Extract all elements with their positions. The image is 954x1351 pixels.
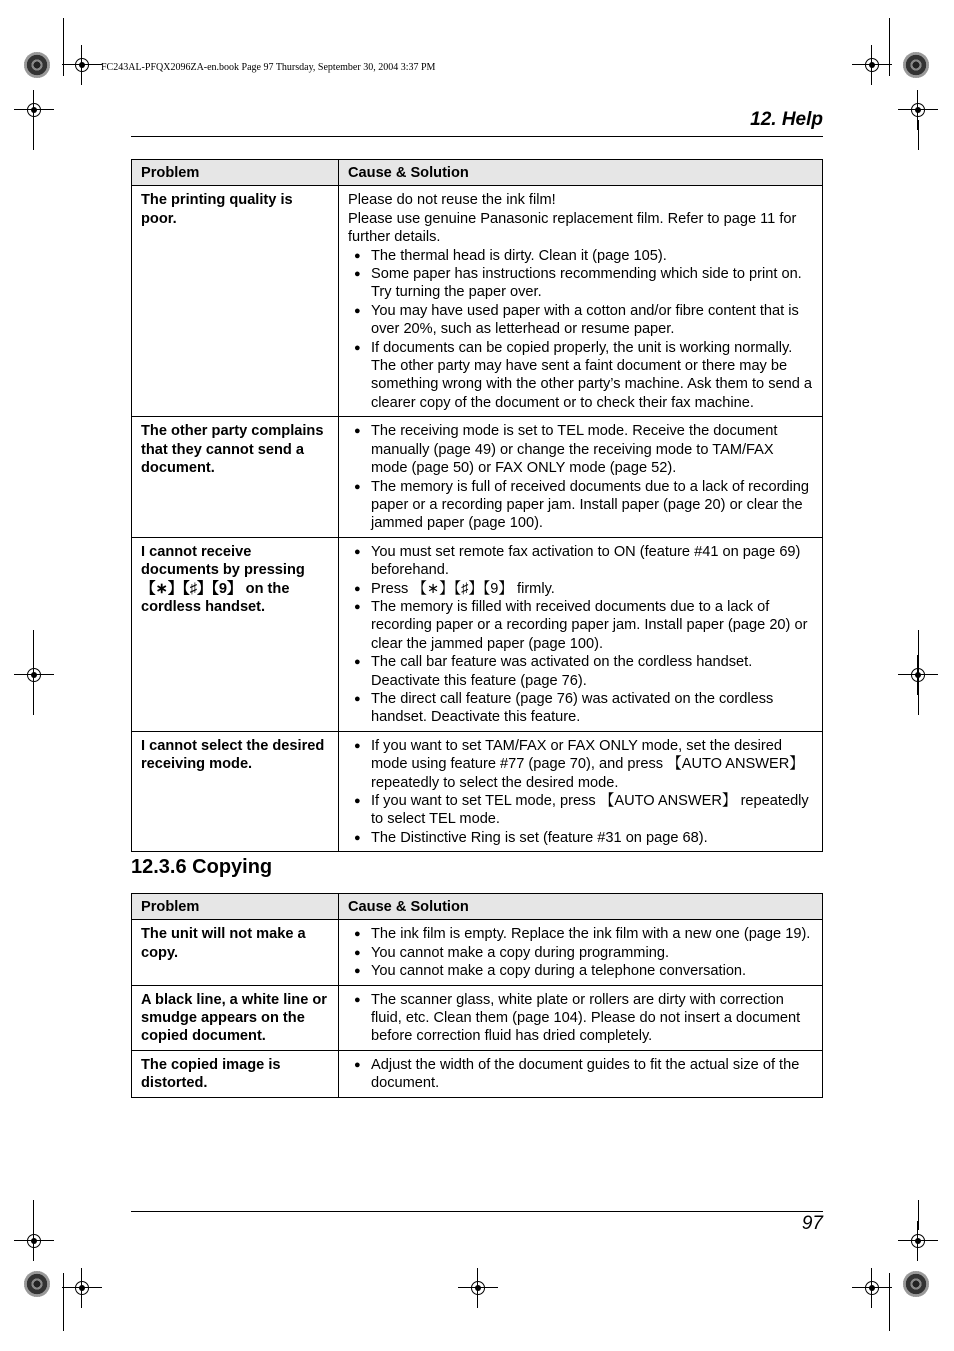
crosshair-mark (458, 1268, 498, 1308)
table-row (132, 417, 823, 537)
problem-cell: A black line, a white line or smudge appears on the copied document. (132, 985, 339, 1050)
crop-mark (33, 630, 34, 715)
page-number: 97 (801, 1213, 823, 1234)
crop-mark (918, 120, 919, 150)
solution-cell (339, 537, 823, 731)
crosshair-mark (852, 45, 892, 85)
solution-bullet: ● You must set remote fax activation to ON (feature #41 on page 69) beforehand. (348, 543, 814, 580)
solution-cell (339, 417, 823, 537)
solution-bullet: ● The receiving mode is set to TEL mode. Receive the document manually (page 49) or change the receiving mode to TAM/FAX mode (page 50) or FAX ONLY mode (page 52). (348, 422, 814, 477)
problem-cell: The unit will not make a copy. (132, 920, 339, 985)
problem-cell: The copied image is distorted. (132, 1050, 339, 1097)
header-rule (131, 136, 823, 137)
solution-intro-text: Please use genuine Panasonic replacement film. Refer to page 11 for further details. (348, 210, 797, 246)
table-row (132, 731, 823, 851)
crop-mark (63, 1273, 64, 1331)
crosshair-mark (62, 45, 102, 85)
solution-cell (339, 186, 823, 417)
solution-column-header: Cause & Solution (339, 894, 823, 920)
problem-cell: The printing quality is poor. (132, 186, 339, 417)
problem-cell: I cannot receive documents by pressing 【∗】【♯】【9】 on the cordless handset. (132, 537, 339, 731)
solution-cell (339, 731, 823, 851)
table-row (132, 537, 823, 731)
registration-disc-mark (24, 1271, 50, 1297)
solution-bullet: ● You cannot make a copy during a telephone conversation. (348, 962, 814, 980)
registration-disc-mark (903, 1271, 929, 1297)
solution-bullet: ● The direct call feature (page 76) was activated on the cordless handset. Deactivate this feature. (348, 690, 814, 727)
solution-column-header: Cause & Solution (339, 160, 823, 186)
solution-bullet: ● The memory is full of received documents due to a lack of recording paper or a recording paper jam. Install paper (page 20) or clear the jammed paper (page 100). (348, 478, 814, 533)
table-row (132, 186, 823, 417)
table-row (132, 920, 823, 985)
crosshair-mark (14, 1221, 54, 1261)
solution-cell (339, 920, 823, 985)
crosshair-mark (14, 90, 54, 130)
solution-bullet: ● You cannot make a copy during programming. (348, 944, 814, 962)
crosshair-mark (852, 1268, 892, 1308)
crop-mark (33, 1200, 34, 1230)
solution-bullet: ● The Distinctive Ring is set (feature #31 on page 68). (348, 829, 814, 847)
solution-bullet: ● The thermal head is dirty. Clean it (page 105). (348, 247, 814, 265)
page-header-title: 12. Help (750, 109, 823, 130)
crosshair-mark (62, 1268, 102, 1308)
table-header-row (132, 160, 823, 186)
solution-bullet: ● The scanner glass, white plate or rollers are dirty with correction fluid, etc. Clean them (page 104). Please do not insert a document before correction fluid has dried completely. (348, 991, 814, 1046)
solution-bullet: ● If you want to set TEL mode, press 【AUTO ANSWER】 repeatedly to select TEL mode. (348, 792, 814, 829)
problem-cell: I cannot select the desired receiving mode. (132, 731, 339, 851)
registration-disc-mark (24, 52, 50, 78)
solution-bullet: ● Press 【∗】【♯】【9】 firmly. (348, 580, 814, 598)
crop-mark (63, 18, 64, 76)
book-info: FC243AL-PFQX2096ZA-en.book Page 97 Thursday, September 30, 2004 3:37 PM (101, 62, 436, 73)
solution-intro-text: Please do not reuse the ink film! (348, 192, 556, 209)
table-header-row (132, 894, 823, 920)
solution-bullet: ● If documents can be copied properly, the unit is working normally. The other party may have sent a faint document or there may be something wrong with the other party’s machine. Ask them to send a clearer copy of the document or to check their fax machine. (348, 339, 814, 413)
problem-column-header: Problem (132, 894, 339, 920)
crop-mark (889, 18, 890, 76)
solution-bullet: ● If you want to set TAM/FAX or FAX ONLY mode, set the desired mode using feature #77 (page 70), and press 【AUTO ANSWER】 repeatedly to select the desired mode. (348, 737, 814, 792)
section-heading: 12.3.6 Copying (131, 856, 273, 878)
solution-bullet: ● The call bar feature was activated on the cordless handset. Deactivate this feature (page 76). (348, 653, 814, 690)
problem-column-header: Problem (132, 160, 339, 186)
troubleshooting-table-receiving (131, 159, 823, 852)
footer-rule (131, 1211, 823, 1212)
crop-mark (889, 1273, 890, 1331)
crop-mark (918, 1200, 919, 1230)
table-row (132, 1050, 823, 1097)
registration-disc-mark (903, 52, 929, 78)
solution-bullet: ● Some paper has instructions recommending which side to print on. Try turning the paper over. (348, 265, 814, 302)
troubleshooting-table-copying (131, 893, 823, 1098)
solution-bullet: ● You may have used paper with a cotton and/or fibre content that is over 20%, such as letterhead or resume paper. (348, 302, 814, 339)
solution-bullet: ● Adjust the width of the document guides to fit the actual size of the document. (348, 1056, 814, 1093)
solution-cell (339, 985, 823, 1050)
solution-bullet: ● The memory is filled with received documents due to a lack of recording paper or a recording paper jam. Install paper (page 20) or clear the jammed paper (page 100). (348, 598, 814, 653)
crosshair-mark (14, 655, 54, 695)
problem-cell: The other party complains that they cannot send a document. (132, 417, 339, 537)
crop-mark (33, 120, 34, 150)
crop-mark (918, 630, 919, 715)
table-row (132, 985, 823, 1050)
solution-cell (339, 1050, 823, 1097)
solution-bullet: ● The ink film is empty. Replace the ink film with a new one (page 19). (348, 925, 814, 943)
